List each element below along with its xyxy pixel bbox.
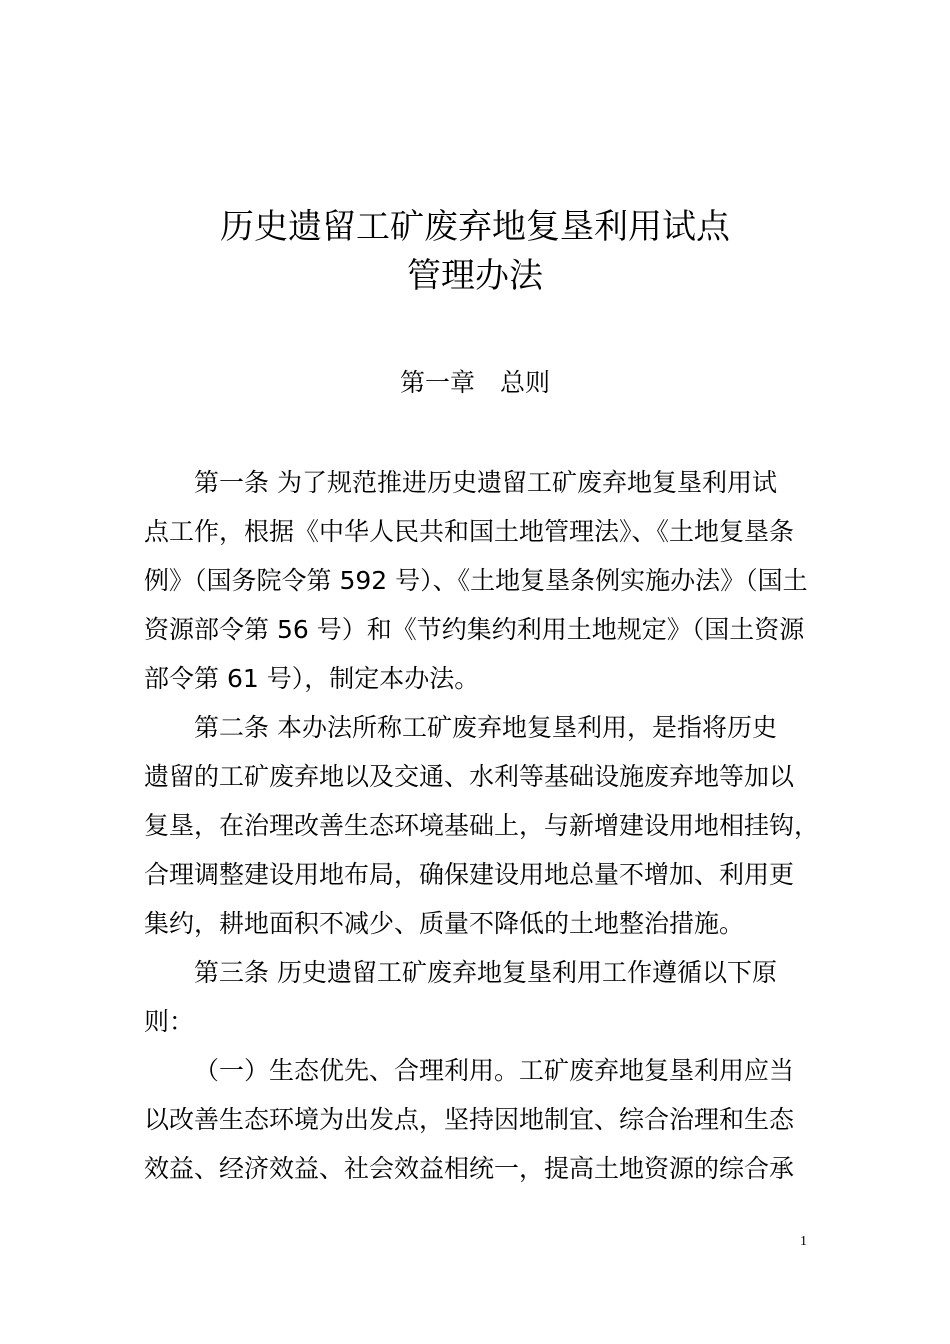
body-line: 效益、经济效益、社会效益相统一，提高土地资源的综合承 [144,1154,795,1183]
document-title [0,203,950,301]
body-line: 以改善生态环境为出发点，坚持因地制宜、综合治理和生态 [144,1105,795,1134]
body-line: 第一条 为了规范推进历史遗留工矿废弃地复垦利用试 [194,468,777,497]
body-line: 则： [144,1007,195,1036]
body-line: 例》（国务院令第 592 号）、《土地复垦条例实施办法》（国土 [144,566,808,595]
title-line: 历史遗留工矿废弃地复垦利用试点 [220,207,730,247]
body-line: 合理调整建设用地布局，确保建设用地总量不增加、利用更 [144,860,795,889]
body-line: 部令第 61 号），制定本办法。 [144,664,480,693]
body-line: 第三条 历史遗留工矿废弃地复垦利用工作遵循以下原 [194,958,777,987]
title-line: 管理办法 [407,256,543,296]
body-text [144,458,824,1193]
page-number: 1 [800,1234,807,1249]
body-line: 复垦，在治理改善生态环境基础上，与新增建设用地相挂钩， [144,811,820,840]
chapter-heading: 第一章 总则 [399,368,550,397]
body-line: 集约，耕地面积不减少、质量不降低的土地整治措施。 [144,909,745,938]
body-line: 遗留的工矿废弃地以及交通、水利等基础设施废弃地等加以 [144,762,795,791]
body-line: 资源部令第 56 号）和《节约集约利用土地规定》（国土资源 [144,615,805,644]
body-line: 第二条 本办法所称工矿废弃地复垦利用，是指将历史 [194,713,777,742]
body-line: 点工作，根据《中华人民共和国土地管理法》、《土地复垦条 [144,517,795,546]
body-line: （一）生态优先、合理利用。工矿废弃地复垦利用应当 [194,1056,795,1085]
